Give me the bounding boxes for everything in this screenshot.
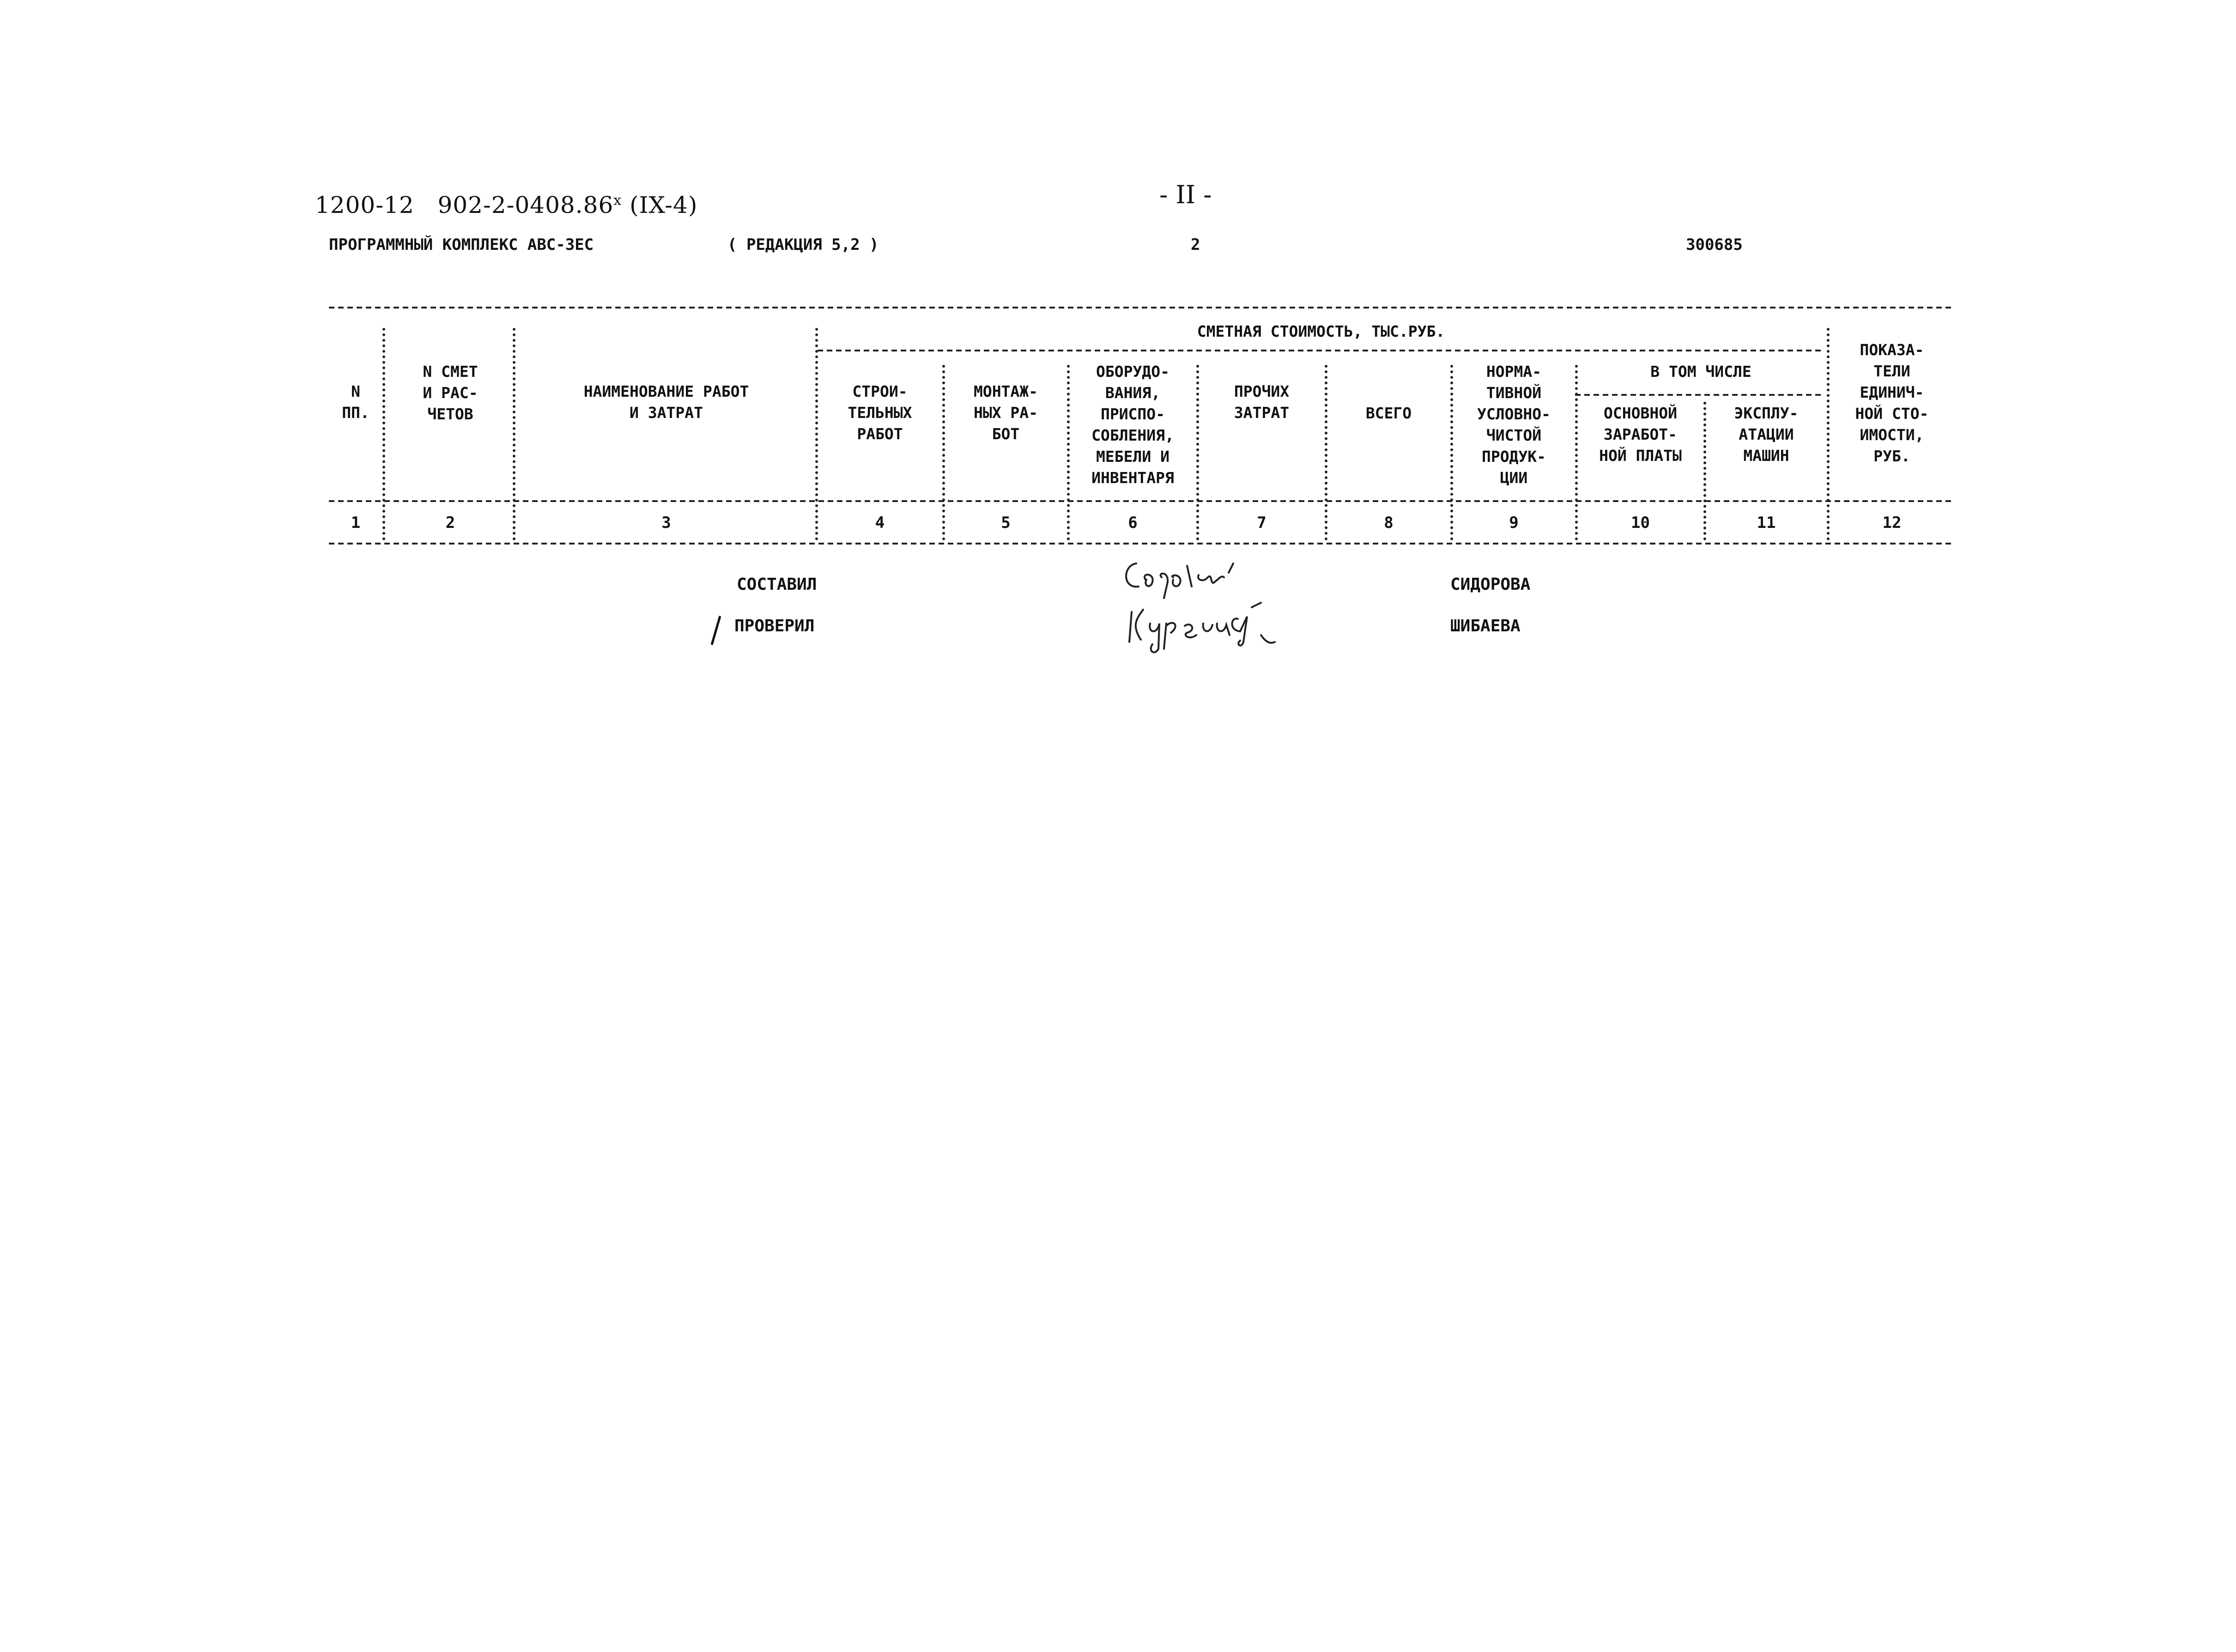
table-bottom-rule bbox=[329, 543, 1955, 545]
program-name: ПРОГРАММНЫЙ КОМПЛЕКС АВС-3ЕС bbox=[329, 236, 594, 254]
sheet-number: 2 bbox=[1191, 236, 1200, 254]
column-number: 12 bbox=[1882, 514, 1902, 532]
table-top-rule bbox=[329, 307, 1955, 309]
column-header: N СМЕТ И РАС- ЧЕТОВ bbox=[423, 363, 478, 423]
column-number: 2 bbox=[445, 514, 455, 532]
column-number: 8 bbox=[1384, 514, 1394, 532]
column-header: НАИМЕНОВАНИЕ РАБОТ И ЗАТРАТ bbox=[583, 382, 749, 422]
page-number: - II - bbox=[1159, 180, 1212, 209]
column-number: 4 bbox=[875, 514, 885, 532]
subgroup-heading: В ТОМ ЧИСЛЕ bbox=[1650, 363, 1751, 381]
column-number: 1 bbox=[351, 514, 361, 532]
column-divider bbox=[382, 328, 385, 540]
column-number: 9 bbox=[1509, 514, 1519, 532]
document-code: 1200-12 902-2-0408.86$^x$ (IX-4) bbox=[315, 192, 698, 218]
group-heading: СМЕТНАЯ СТОИМОСТЬ, ТЫС.РУБ. bbox=[1197, 322, 1445, 340]
checked-name: ШИБАЕВА bbox=[1450, 617, 1521, 635]
column-header: ПРОЧИХ ЗАТРАТ bbox=[1234, 382, 1290, 422]
column-header: N ПП. bbox=[342, 382, 370, 422]
column-header: ВСЕГО bbox=[1365, 404, 1412, 422]
column-header: ЭКСПЛУ- АТАЦИИ МАШИН bbox=[1734, 404, 1799, 465]
document-id: 300685 bbox=[1686, 236, 1743, 254]
column-number: 11 bbox=[1757, 514, 1776, 532]
program-edition: ( РЕДАКЦИЯ 5,2 ) bbox=[727, 236, 879, 254]
column-number: 3 bbox=[661, 514, 671, 532]
column-header: МОНТАЖ- НЫХ РА- БОТ bbox=[973, 382, 1038, 443]
group-rule bbox=[818, 350, 1824, 351]
column-divider bbox=[513, 328, 515, 540]
column-header: ОБОРУДО- ВАНИЯ, ПРИСПО- СОБЛЕНИЯ, МЕБЕЛИ И ИНВЕНТАРЯ bbox=[1091, 363, 1174, 487]
check-mark bbox=[709, 614, 723, 647]
column-number: 6 bbox=[1128, 514, 1138, 532]
compiled-name: СИДОРОВА bbox=[1450, 575, 1531, 594]
column-number: 10 bbox=[1631, 514, 1650, 532]
column-number: 5 bbox=[1001, 514, 1011, 532]
subgroup-rule bbox=[1575, 394, 1824, 396]
column-header: НОРМА- ТИВНОЙ УСЛОВНО- ЧИСТОЙ ПРОДУК- ЦИИ bbox=[1477, 363, 1551, 487]
column-header: ОСНОВНОЙ ЗАРАБОТ- НОЙ ПЛАТЫ bbox=[1599, 404, 1682, 465]
column-header: ПОКАЗА- ТЕЛИ ЕДИНИЧ- НОЙ СТО- ИМОСТИ, РУБ. bbox=[1855, 341, 1929, 465]
signature-sidorova bbox=[1118, 554, 1266, 605]
header-bottom-rule bbox=[329, 500, 1955, 502]
compiled-label: СОСТАВИЛ bbox=[737, 575, 817, 594]
column-number: 7 bbox=[1257, 514, 1266, 532]
checked-label: ПРОВЕРИЛ bbox=[734, 617, 815, 635]
signature-shibaeva bbox=[1122, 598, 1279, 658]
column-header: СТРОИ- ТЕЛЬНЫХ РАБОТ bbox=[848, 382, 912, 443]
